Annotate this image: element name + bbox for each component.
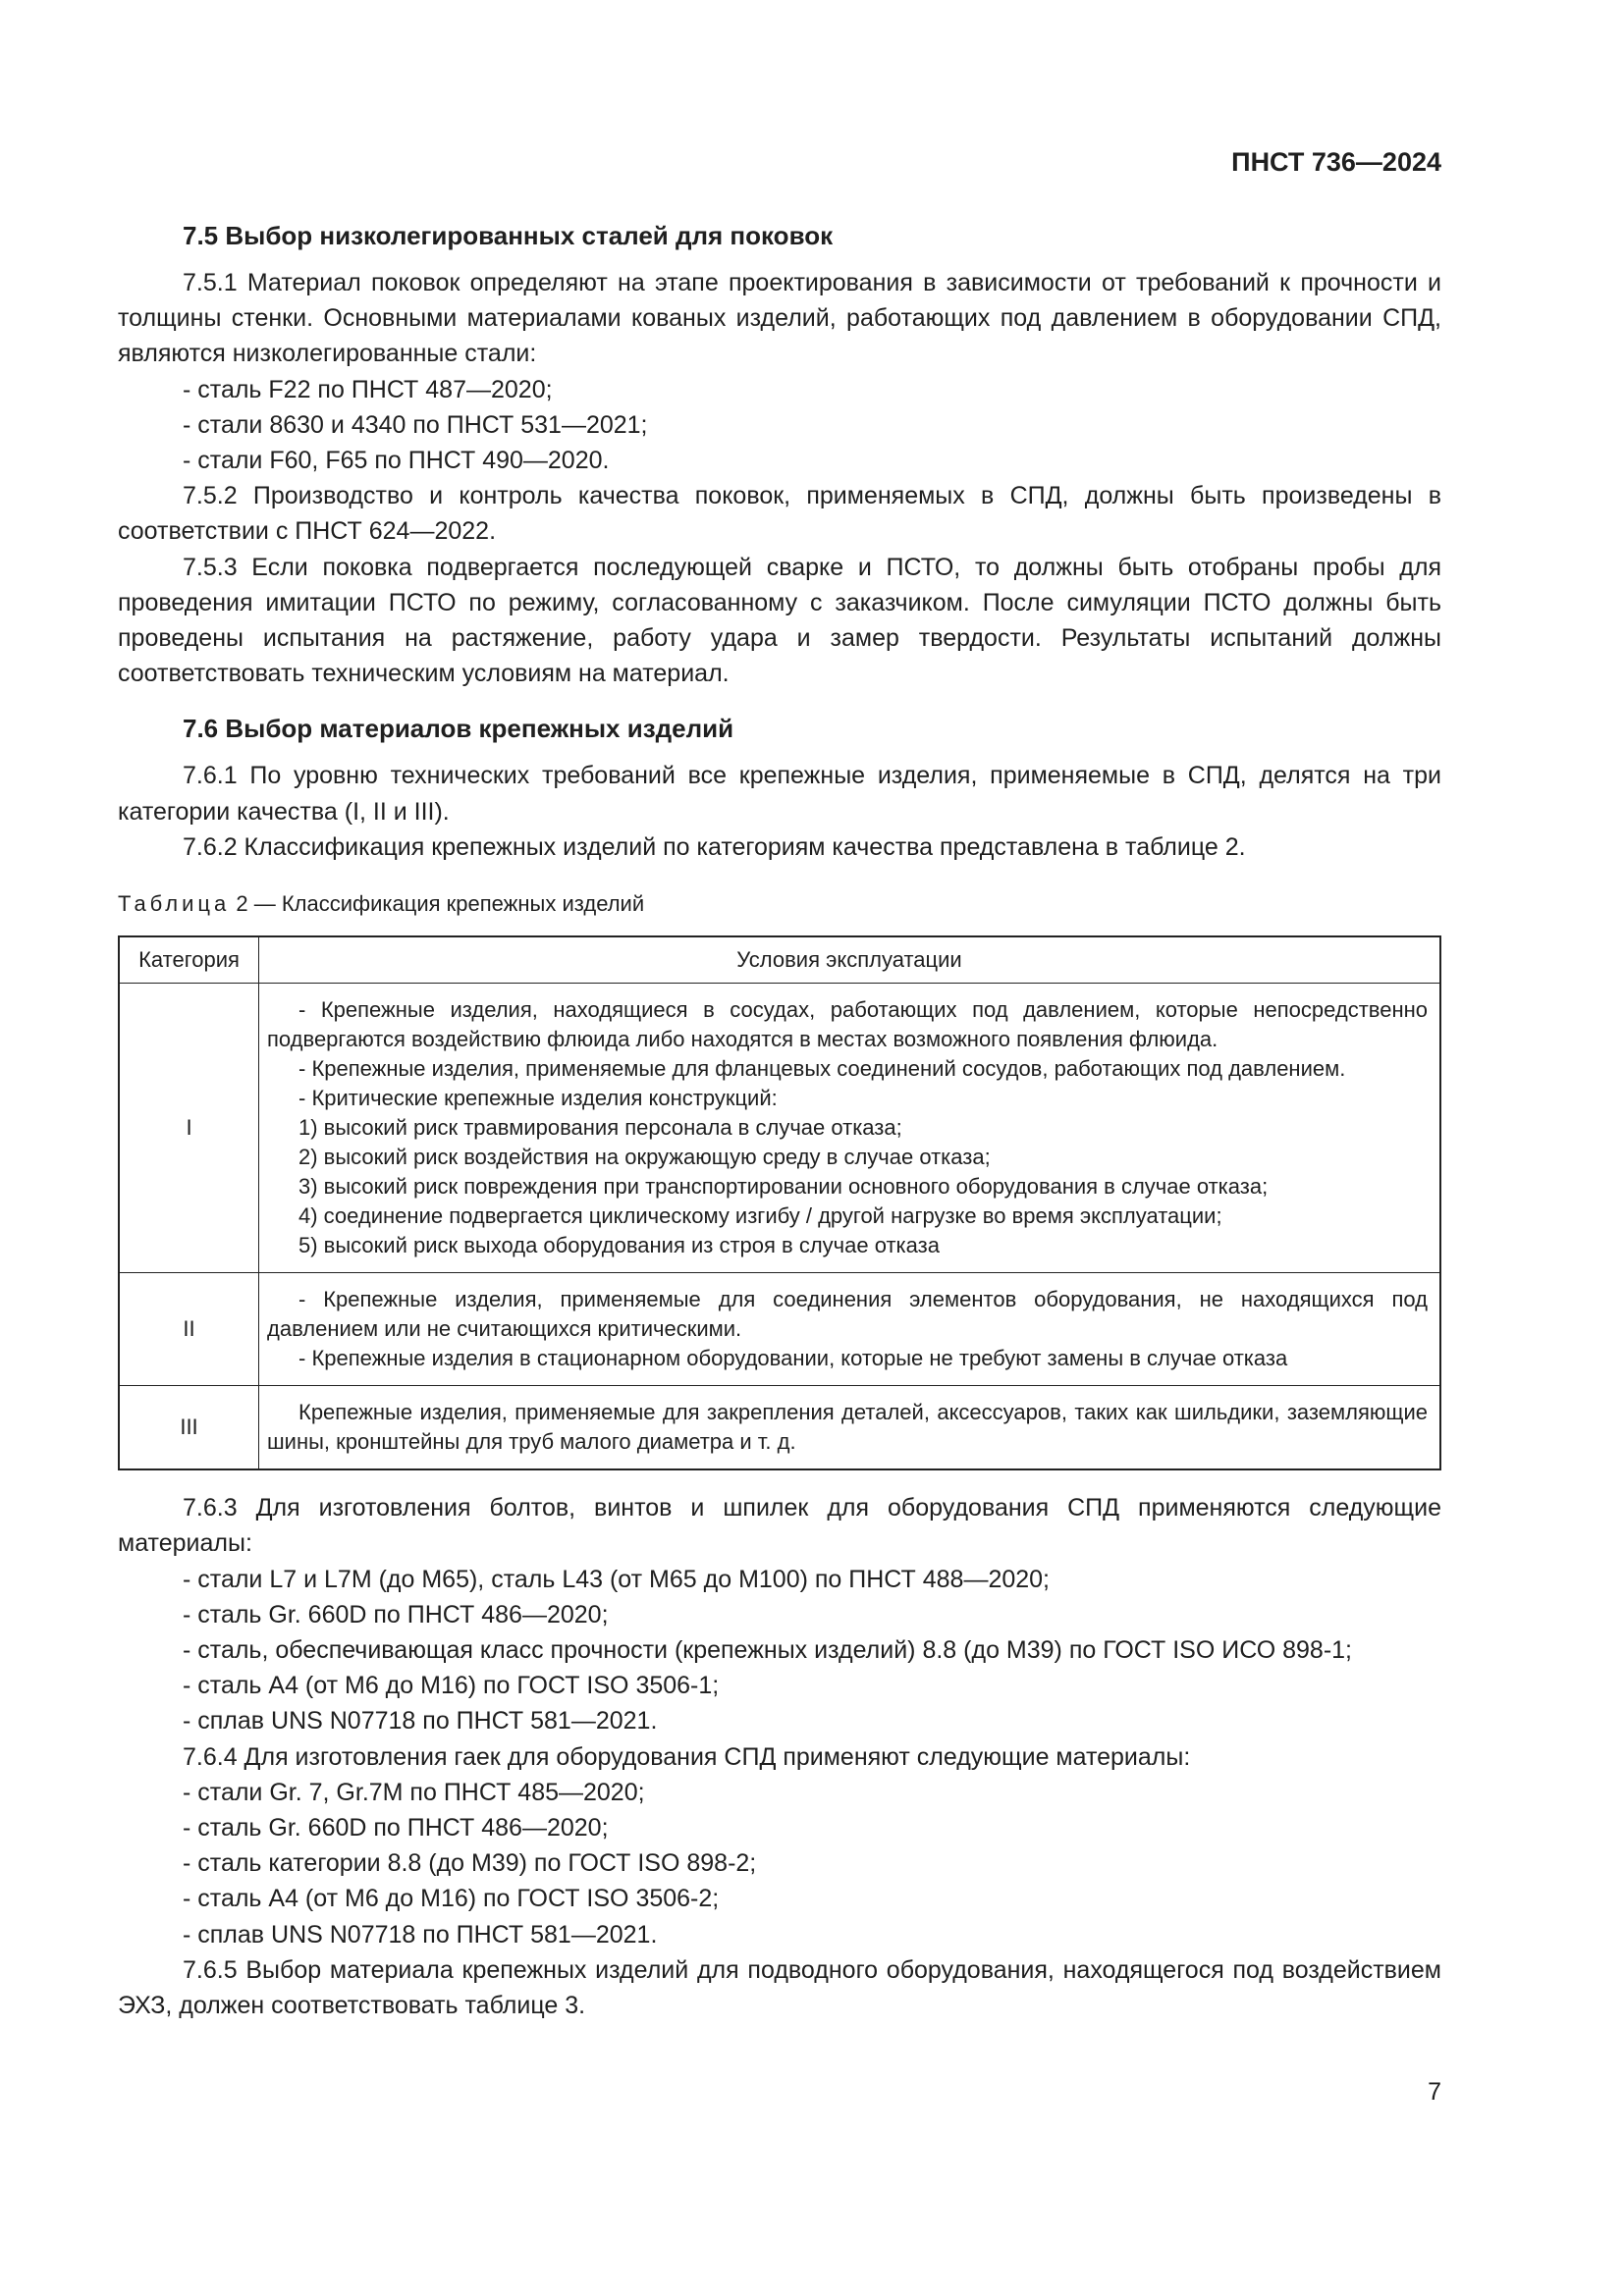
- paragraph-7-6-3: 7.6.3 Для изготовления болтов, винтов и шпилек для оборудования СПД применяются следующие материалы:: [118, 1494, 1441, 1558]
- list-item: - стали 8630 и 4340 по ПНСТ 531—2021;: [183, 410, 648, 439]
- paragraph-7-6-1: 7.6.1 По уровню технических требований все крепежные изделия, применяемые в СПД, делятся на три категории качества (I, II и III).: [118, 762, 1441, 826]
- condition-line: - Крепежные изделия, применяемые для фланцевых соединений сосудов, работающих под давлением.: [298, 1056, 1346, 1082]
- section-7-6-heading: 7.6 Выбор материалов крепежных изделий: [183, 714, 734, 744]
- condition-line: - Критические крепежные изделия конструкций:: [298, 1086, 778, 1111]
- condition-item: 5) высокий риск выхода оборудования из строя в случае отказа: [298, 1233, 940, 1258]
- category-cell: II: [119, 1273, 259, 1386]
- table-row: [119, 984, 1440, 1273]
- condition-line: - Крепежные изделия, находящиеся в сосудах, работающих под давлением, которые непосредственно подвергаются воздействию флюида либо находятся в местах возможного появления флюида.: [267, 997, 1428, 1052]
- conditions-cell: [259, 1386, 1441, 1470]
- list-item: - сталь Gr. 660D по ПНСТ 486—2020;: [183, 1600, 609, 1629]
- table-caption-title: 2 — Классификация крепежных изделий: [236, 891, 645, 917]
- paragraph-7-6-4: 7.6.4 Для изготовления гаек для оборудования СПД применяют следующие материалы:: [183, 1742, 1191, 1771]
- category-cell: III: [119, 1386, 259, 1470]
- list-item: - сталь Gr. 660D по ПНСТ 486—2020;: [183, 1814, 609, 1842]
- paragraph-7-6-2: 7.6.2 Классификация крепежных изделий по категориям качества представлена в таблице 2.: [183, 832, 1246, 861]
- paragraph-7-5-3: 7.5.3 Если поковка подвергается последующей сварке и ПСТО, то должны быть отобраны пробы для проведения имитации ПСТО по режиму, согласованному с заказчиком. После симуляции ПСТО должны быть проведены испытания на растяжение, работу удара и замер твердости. Результаты испытаний должны соответствовать техническим условиям на материал.: [118, 553, 1441, 688]
- list-item: - сталь, обеспечивающая класс прочности (крепежных изделий) 8.8 (до M39) по ГОСТ ISO ИСО 898-1;: [183, 1636, 1352, 1665]
- category-cell: I: [119, 984, 259, 1273]
- condition-line: Крепежные изделия, применяемые для закрепления деталей, аксессуаров, таких как шильдики, заземляющие шины, кронштейны для труб малого диаметра и т. д.: [267, 1400, 1428, 1455]
- list-item: - сталь A4 (от M6 до M16) по ГОСТ ISO 3506-1;: [183, 1672, 720, 1700]
- table-caption-prefix: Таблица: [118, 891, 231, 917]
- classification-table: [118, 935, 1441, 1470]
- list-item: - стали Gr. 7, Gr.7M по ПНСТ 485—2020;: [183, 1778, 645, 1806]
- page-number: 7: [1428, 2078, 1441, 2106]
- list-item: - стали F60, F65 по ПНСТ 490—2020.: [183, 447, 610, 475]
- paragraph-7-6-5: 7.6.5 Выбор материала крепежных изделий для подводного оборудования, находящегося под воздействием ЭХЗ, должен соответствовать таблице 3.: [118, 1955, 1441, 2020]
- list-item: - стали L7 и L7M (до M65), сталь L43 (от M65 до M100) по ПНСТ 488—2020;: [183, 1565, 1051, 1593]
- condition-item: 3) высокий риск повреждения при транспортировании основного оборудования в случае отказа;: [298, 1174, 1269, 1200]
- condition-item: 1) высокий риск травмирования персонала в случае отказа;: [298, 1115, 902, 1141]
- column-header-conditions: Условия эксплуатации: [259, 936, 1441, 984]
- table-row: [119, 1273, 1440, 1386]
- list-item: - сплав UNS N07718 по ПНСТ 581—2021.: [183, 1707, 658, 1735]
- document-body: [118, 218, 1441, 2023]
- table-header-row: [119, 936, 1440, 984]
- list-item: - сталь F22 по ПНСТ 487—2020;: [183, 375, 553, 403]
- conditions-cell: [259, 1273, 1441, 1386]
- condition-line: - Крепежные изделия, применяемые для соединения элементов оборудования, не находящихся под давлением или не считающихся критическими.: [267, 1287, 1428, 1342]
- table-2-caption: [118, 886, 1441, 922]
- condition-item: 2) высокий риск воздействия на окружающую среду в случае отказа;: [298, 1145, 991, 1170]
- condition-line: - Крепежные изделия в стационарном оборудовании, которые не требуют замены в случае отказа: [298, 1346, 1288, 1371]
- list-item: - сталь A4 (от M6 до M16) по ГОСТ ISO 3506-2;: [183, 1885, 720, 1913]
- list-item: - сталь категории 8.8 (до M39) по ГОСТ ISO 898-2;: [183, 1849, 757, 1878]
- section-7-5-heading: 7.5 Выбор низколегированных сталей для поковок: [183, 221, 834, 250]
- paragraph-7-5-2: 7.5.2 Производство и контроль качества поковок, применяемых в СПД, должны быть произведены в соответствии с ПНСТ 624—2022.: [118, 482, 1441, 546]
- document-code: ПНСТ 736—2024: [1231, 147, 1441, 177]
- conditions-cell: [259, 984, 1441, 1273]
- list-item: - сплав UNS N07718 по ПНСТ 581—2021.: [183, 1920, 658, 1949]
- table-row: [119, 1386, 1440, 1470]
- condition-item: 4) соединение подвергается циклическому изгибу / другой нагрузке во время эксплуатации;: [298, 1203, 1222, 1229]
- paragraph-7-5-1: 7.5.1 Материал поковок определяют на этапе проектирования в зависимости от требований к прочности и толщины стенки. Основными материалами кованых изделий, работающих под давлением в оборудовании СПД, являются низколегированные стали:: [118, 269, 1441, 368]
- column-header-category: Категория: [119, 936, 259, 984]
